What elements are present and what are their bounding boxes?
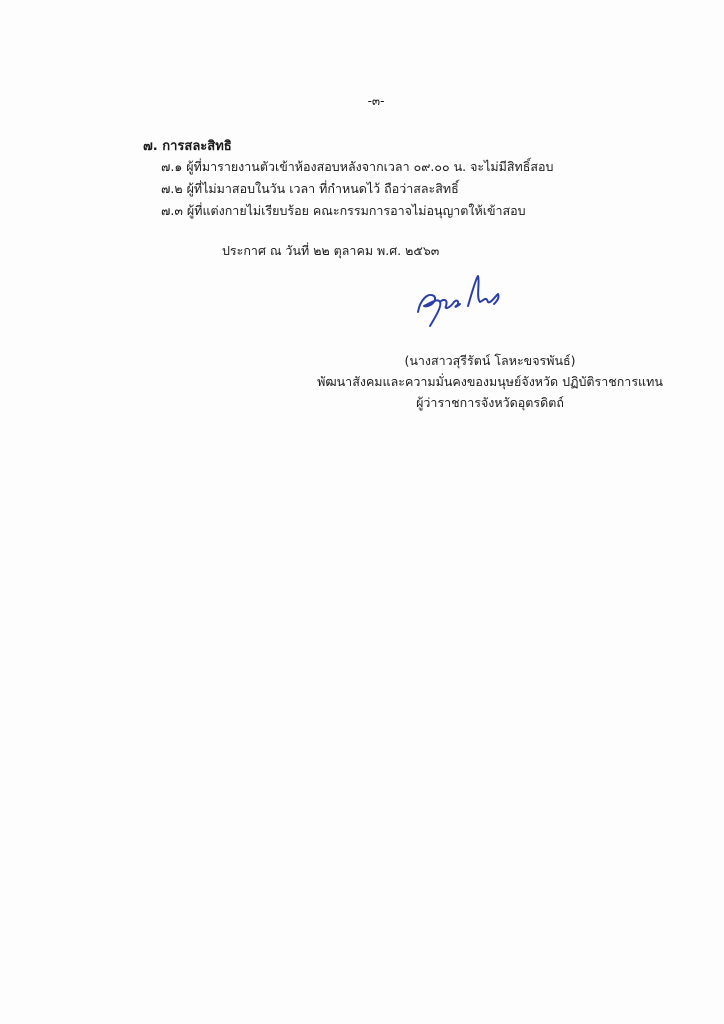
signer-position-on-behalf: ผู้ว่าราชการจังหวัดอุตรดิตถ์ [416,395,564,410]
section-heading: ๗. การสละสิทธิ [143,139,232,154]
rule-item: ๗.๑ ผู้ที่มารายงานตัวเข้าห้องสอบหลังจากเวลา ๐๙.๐๐ น. จะไม่มีสิทธิ์สอบ [161,159,554,174]
announcement-date: ประกาศ ณ วันที่ ๒๒ ตุลาคม พ.ศ. ๒๕๖๓ [222,243,440,258]
signer-name: (นางสาวสุรีรัตน์ โลหะขจรพันธ์) [404,353,576,368]
rule-item: ๗.๓ ผู้ที่แต่งกายไม่เรียบร้อย คณะกรรมการอาจไม่อนุญาตให้เข้าสอบ [161,203,526,218]
page-number: -๓- [367,94,385,108]
signer-block [300,350,680,413]
rule-item: ๗.๒ ผู้ที่ไม่มาสอบในวัน เวลา ที่กำหนดไว้ ถือว่าสละสิทธิ์ [161,181,459,196]
signer-position: พัฒนาสังคมและความมั่นคงของมนุษย์จังหวัด ปฏิบัติราชการแทน [317,374,663,389]
handwritten-signature [410,272,505,330]
